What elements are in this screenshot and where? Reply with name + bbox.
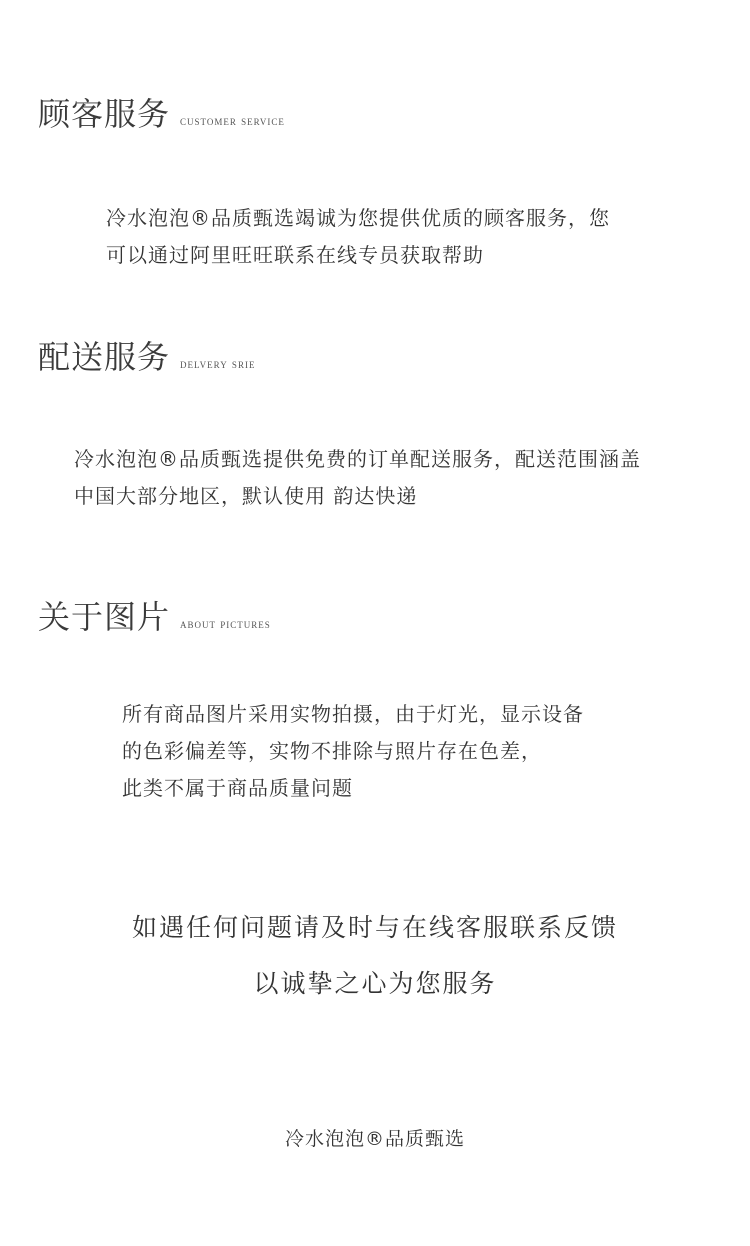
about-pictures-title-en: about pictures <box>180 616 271 631</box>
footer-brand: 冷水泡泡®品质甄选 <box>284 1128 465 1150</box>
about-pictures-text <box>122 696 584 807</box>
delivery-service-text <box>74 441 641 515</box>
customer-service-line: 可以通过阿里旺旺联系在线专员获取帮助 <box>106 243 484 267</box>
customer-service-heading <box>38 95 285 133</box>
customer-service-title-en: customer service <box>180 113 285 128</box>
closing-line: 以诚挚之心为您服务 <box>253 969 497 998</box>
about-pictures-line: 所有商品图片采用实物拍摄，由于灯光，显示设备 <box>122 702 584 726</box>
closing-message <box>0 900 750 1012</box>
delivery-service-heading <box>38 338 256 376</box>
about-pictures-line: 的色彩偏差等，实物不排除与照片存在色差， <box>122 739 542 763</box>
customer-service-line: 冷水泡泡®品质甄选竭诚为您提供优质的顾客服务，您 <box>106 206 610 230</box>
delivery-service-title-cn: 配送服务 <box>38 338 171 376</box>
about-pictures-heading <box>38 598 271 636</box>
about-pictures-title-cn: 关于图片 <box>38 598 171 636</box>
about-pictures-line: 此类不属于商品质量问题 <box>122 776 353 800</box>
customer-service-title-cn: 顾客服务 <box>38 95 171 133</box>
closing-line: 如遇任何问题请及时与在线客服联系反馈 <box>131 913 618 942</box>
delivery-service-line: 中国大部分地区，默认使用 韵达快递 <box>74 484 418 508</box>
delivery-service-line: 冷水泡泡®品质甄选提供免费的订单配送服务，配送范围涵盖 <box>74 447 641 471</box>
customer-service-text <box>106 200 610 274</box>
delivery-service-title-en: delvery srie <box>180 356 256 371</box>
